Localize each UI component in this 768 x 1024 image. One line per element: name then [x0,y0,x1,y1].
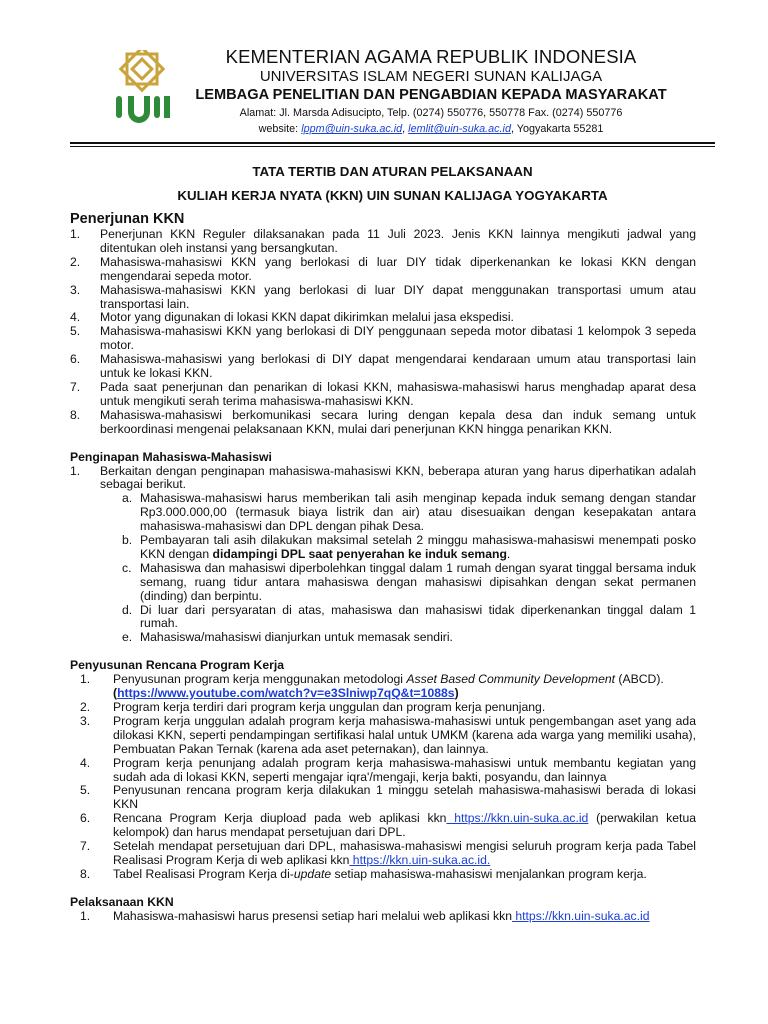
section-heading-penerjunan: Penerjunan KKN [70,211,185,227]
list-item: 1. Penyusunan program kerja menggunakan metodologi Asset Based Community Development (ABCD). (https://www.youtube.com/watch?v=e3Slniwp7qQ&t=1088s) [80,672,664,701]
list-item: 3. Mahasiswa-mahasiswi KKN yang berlokasi di luar DIY dapat menggunakan transportasi umum atau transportasi lain. [70,282,696,311]
youtube-link[interactable]: https://www.youtube.com/watch?v=e3Slniwp7qQ&t=1088s [117,686,455,701]
list-item: 7. Setelah mendapat persetujuan dari DPL, mahasiswa-mahasiswi mengisi seluruh program kerja pada Tabel Realisasi Program Kerja di web aplikasi kkn https://kkn.uin-suka.ac.id. [80,839,696,867]
list-item: 1. Penerjunan KKN Reguler dilaksanakan pada 11 Juli 2023. Jenis KKN lainnya mengikuti jadwal yang ditentukan oleh instansi yang bersangkutan. [70,227,696,255]
list-item: 7. Pada saat penerjunan dan penarikan di lokasi KKN, mahasiswa-mahasiswi harus menghadap aparat desa untuk mengikuti serah terima mahasiswa-mahasiswi KKN. [70,379,696,408]
list-item: 6. Rencana Program Kerja diupload pada web aplikasi kkn https://kkn.uin-suka.ac.id (perwakilan ketua kelompok) dan harus mendapat persetujuan dari DPL. [80,811,696,840]
email-link-lemlit[interactable]: lemlit@uin-suka.ac.id [408,123,511,135]
header-rule-thick [70,142,715,144]
list-penginapan [70,465,696,493]
list-item: 6. Mahasiswa-mahasiswi yang berlokasi di DIY dapat mengendarai kendaraan umum atau transportasi lain untuk ke lokasi KKN. [70,352,696,381]
list-item: e. Mahasiswa/mahasiswi dianjurkan untuk memasak sendiri. [122,630,453,645]
website-line: website: lppm@uin-suka.ac.id, lemlit@uin-suka.ac.id, Yogyakarta 55281 [258,123,604,135]
list-item: 8. Tabel Realisasi Program Kerja di-update setiap mahasiswa-mahasiswi menjalankan program kerja. [80,866,647,881]
document-body [70,210,696,924]
address-line: Alamat: Jl. Marsda Adisucipto, Telp. (0274) 550776, 550778 Fax. (0274) 550776 [239,107,623,119]
title-line-1: TATA TERTIB DAN ATURAN PELAKSANAAN [252,164,533,179]
list-item: 8. Mahasiswa-mahasiswi berkomunikasi secara luring dengan kepala desa dan induk semang untuk berkoordinasi mengenai pelaksanaan KKN, mulai dari penerjunan KKN hingga penarikan KKN. [70,407,696,436]
section-heading-program-kerja: Penyusunan Rencana Program Kerja [70,658,285,673]
header-rule-thin [70,146,715,147]
list-item: 4. Program kerja penunjang adalah program kerja mahasiswa-mahasiswi untuk membantu kegiatan yang sudah ada di lokasi KKN, seperti mengajar iqra'/mengaji, kerja bakti, posyandu, dan lainnya [80,755,696,784]
title-line-2: KULIAH KERJA NYATA (KKN) UIN SUNAN KALIJAGA YOGYAKARTA [177,188,608,203]
list-item: b. Pembayaran tali asih dilakukan maksimal setelah 2 minggu mahasiswa-mahasiswi menempati posko KKN dengan didampingi DPL saat penyerahan ke induk semang. [122,533,696,561]
institution-name: LEMBAGA PENELITIAN DAN PENGABDIAN KEPADA MASYARAKAT [195,87,667,103]
kkn-web-link[interactable]: https://kkn.uin-suka.ac.id. [349,852,491,867]
list-item: 1. Berkaitan dengan penginapan mahasiswa-mahasiswi KKN, beberapa aturan yang harus diperhatikan adalah sebagai berikut. [70,463,696,492]
sublist-penginapan [100,492,696,645]
list-item: 5. Mahasiswa-mahasiswi KKN yang berlokasi di DIY penggunaan sepeda motor dibatasi 1 kelompok 3 sepeda motor. [70,324,696,353]
list-item: a. Mahasiswa-mahasiswi harus memberikan tali asih menginap kepada induk semang dengan standar Rp3.000.000,00 (termasuk biaya listrik dan air) atau disesuaikan dengan kesepakatan antara mahasiswa-mahasiswi dan DPL dengan pihak Desa. [122,491,696,534]
city-text: , Yogyakarta 55281 [510,123,604,135]
kkn-web-link[interactable]: https://kkn.uin-suka.ac.id [446,811,589,826]
ministry-name: KEMENTERIAN AGAMA REPUBLIK INDONESIA [225,46,637,67]
list-item: 5. Penyusunan rencana program kerja dilakukan 1 minggu setelah mahasiswa-mahasiswi berada di lokasi KKN [80,783,696,812]
list-item: d. Di luar dari persyaratan di atas, mahasiswa dan mahasiswi tidak diperkenankan tinggal dalam 1 rumah. [122,602,696,631]
document-title [70,160,715,208]
email-link-lppm[interactable]: lppm@uin-suka.ac.id [301,123,403,135]
letterhead [170,46,692,136]
list-pelaksanaan [70,910,696,924]
list-item: 4. Motor yang digunakan di lokasi KKN dapat dikirimkan melalui jasa ekspedisi. [70,310,514,325]
list-item: 2. Mahasiswa-mahasiswi KKN yang berlokasi di luar DIY tidak diperkenankan ke lokasi KKN dengan mengendarai sepeda motor. [70,254,696,283]
list-item: c. Mahasiswa dan mahasiswi diperbolehkan tinggal dalam 1 rumah dengan syarat tinggal bersama induk semang, ruang tidur antara mahasiswa dengan mahasiswi dipisahkan dengan sekat permanen (dinding) dan berpintu. [122,560,696,603]
website-label: website: [258,123,302,135]
kkn-web-link[interactable]: https://kkn.uin-suka.ac.id [511,908,650,923]
list-item: 1. Mahasiswa-mahasiswi harus presensi setiap hari melalui web aplikasi kkn https://kkn.uin-suka.ac.id [80,908,650,923]
list-item: 3. Program kerja unggulan adalah program kerja mahasiswa-mahasiswi untuk pengembangan aset yang ada dilokasi KKN, seperti pendampingan sertifikasi halal untuk UMKM (karena ada warga yang memiliki usaha), Pembuatan Pakan Ternak (karena ada aset peternakan), dan lainnya. [80,713,696,756]
university-name: UNIVERSITAS ISLAM NEGERI SUNAN KALIJAGA [259,68,603,85]
section-heading-penginapan: Penginapan Mahasiswa-Mahasiswi [70,449,272,464]
bold-emphasis: didampingi DPL saat penyerahan ke induk semang [212,546,507,561]
list-penerjunan [70,228,696,437]
list-item: 2. Program kerja terdiri dari program kerja unggulan dan program kerja penunjang. [80,700,546,714]
list-program-kerja [70,673,696,882]
section-heading-pelaksanaan: Pelaksanaan KKN [70,894,174,909]
